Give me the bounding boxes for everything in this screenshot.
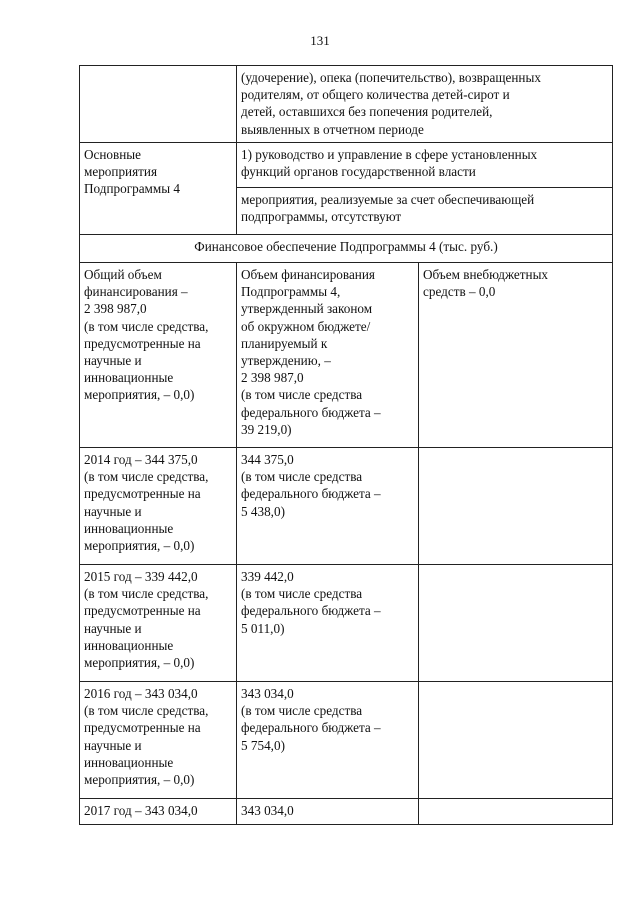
top-row-right-cell [237,66,613,143]
text-line: 5 754,0) [241,737,285,753]
text-line: инновационные [84,520,174,536]
text-line: 2 398 987,0 [241,370,304,386]
text-line: (в том числе средства [241,469,363,485]
indicator-text [241,69,608,138]
text-line: предусмотренные на [84,603,201,619]
text-line: 2015 год – 339 442,0 [84,569,198,584]
main-activity-1 [241,146,608,180]
text-line: средств – 0,0 [423,284,496,300]
text-line: выявленных в отчетном периоде [241,121,424,137]
text-line: 2 398 987,0 [84,301,147,317]
text-line: (в том числе средства [241,703,363,719]
text-line: Объем внебюджетных [423,267,549,282]
text-line: родителям, от общего количества детей-сирот и [241,87,510,103]
text-line: детей, оставшихся без попечения родителей, [241,104,493,120]
year-extrabudgetary-cell [419,682,613,799]
approved-financing-cell [237,263,419,448]
table-row [80,143,613,188]
text-line: 39 219,0) [241,421,292,437]
year-cell [80,799,237,825]
year-federal-cell [237,799,419,825]
text-line: Подпрограммы 4 [84,181,180,197]
text-line: Объем финансирования [241,267,375,282]
text-line: 339 442,0 [241,569,294,584]
year-cell [80,448,237,565]
year-total-text [84,568,232,671]
text-line: инновационные [84,370,174,386]
year-cell [80,682,237,799]
main-activity-2-cell [237,188,613,235]
year-total-text [84,451,232,554]
year-extrabudgetary-cell [419,448,613,565]
text-line: (в том числе средства, [84,469,209,485]
top-row-left-cell [80,66,237,143]
year-federal-cell [237,448,419,565]
extrabudgetary-text [423,266,608,300]
text-line: инновационные [84,637,174,653]
table-row [80,66,613,143]
text-line: (в том числе средства [241,586,363,602]
text-line: федерального бюджета – [241,404,381,420]
text-line: 2014 год – 344 375,0 [84,452,198,467]
text-line: подпрограммы, отсутствуют [241,209,402,225]
text-line: 1) руководство и управление в сфере установленных [241,147,538,162]
year-total-text [84,802,232,819]
financing-title: Финансовое обеспечение Подпрограммы 4 (тыс. руб.) [194,239,498,254]
year-extrabudgetary-cell [419,565,613,682]
text-line: финансирования – [84,284,188,300]
main-activity-1-cell [237,143,613,188]
text-line: мероприятия, – 0,0) [84,387,195,403]
text-line: (в том числе средства, [84,586,209,602]
text-line: предусмотренные на [84,720,201,736]
text-line: утвержденный законом [241,301,373,317]
text-line: Подпрограммы 4, [241,284,341,300]
year-federal-text [241,451,414,520]
text-line: мероприятия, – 0,0) [84,772,195,788]
text-line: (удочерение), опека (попечительство), возвращенных [241,70,541,85]
page-number: 131 [310,33,330,48]
approved-financing-text [241,266,414,438]
text-line: 2016 год – 343 034,0 [84,686,198,701]
table-row [80,682,613,799]
text-line: мероприятия, – 0,0) [84,655,195,671]
text-line: (в том числе средства, [84,703,209,719]
text-line: предусмотренные на [84,486,201,502]
text-line: научные и [84,503,142,519]
year-extrabudgetary-cell [419,799,613,825]
text-line: федерального бюджета – [241,486,381,502]
year-federal-cell [237,682,419,799]
extrabudgetary-cell [419,263,613,448]
text-line: функций органов государственной власти [241,164,476,180]
text-line: мероприятия, – 0,0) [84,538,195,554]
program-table [79,65,613,825]
financing-title-cell [80,235,613,263]
text-line: 344 375,0 [241,452,294,467]
text-line: об окружном бюджете/ [241,318,371,334]
text-line: инновационные [84,754,174,770]
year-federal-cell [237,565,419,682]
text-line: научные и [84,737,142,753]
main-activity-2 [241,191,608,225]
text-line: (в том числе средства [241,387,363,403]
table-row [80,799,613,825]
text-line: Основные [84,147,142,162]
main-activities-label-cell [80,143,237,235]
table-row [80,448,613,565]
text-line: федерального бюджета – [241,720,381,736]
text-line: 5 438,0) [241,503,285,519]
text-line: мероприятия, реализуемые за счет обеспечивающей [241,192,535,207]
table-row [80,235,613,263]
text-line: научные и [84,620,142,636]
total-financing-cell [80,263,237,448]
total-financing-text [84,266,232,404]
text-line: федерального бюджета – [241,603,381,619]
main-activities-label [84,146,232,198]
text-line: 343 034,0 [241,686,294,701]
year-federal-text [241,685,414,754]
text-line: мероприятия [84,164,158,180]
text-line: планируемый к [241,335,328,351]
year-total-text [84,685,232,788]
year-cell [80,565,237,682]
table-row [80,263,613,448]
text-line: 2017 год – 343 034,0 [84,803,198,818]
text-line: предусмотренные на [84,335,201,351]
year-federal-text [241,802,414,819]
table-row [80,565,613,682]
year-federal-text [241,568,414,637]
text-line: научные и [84,353,142,369]
text-line: Общий объем [84,267,162,282]
text-line: (в том числе средства, [84,318,209,334]
text-line: утверждению, – [241,353,331,369]
text-line: 343 034,0 [241,803,294,818]
text-line: 5 011,0) [241,620,285,636]
